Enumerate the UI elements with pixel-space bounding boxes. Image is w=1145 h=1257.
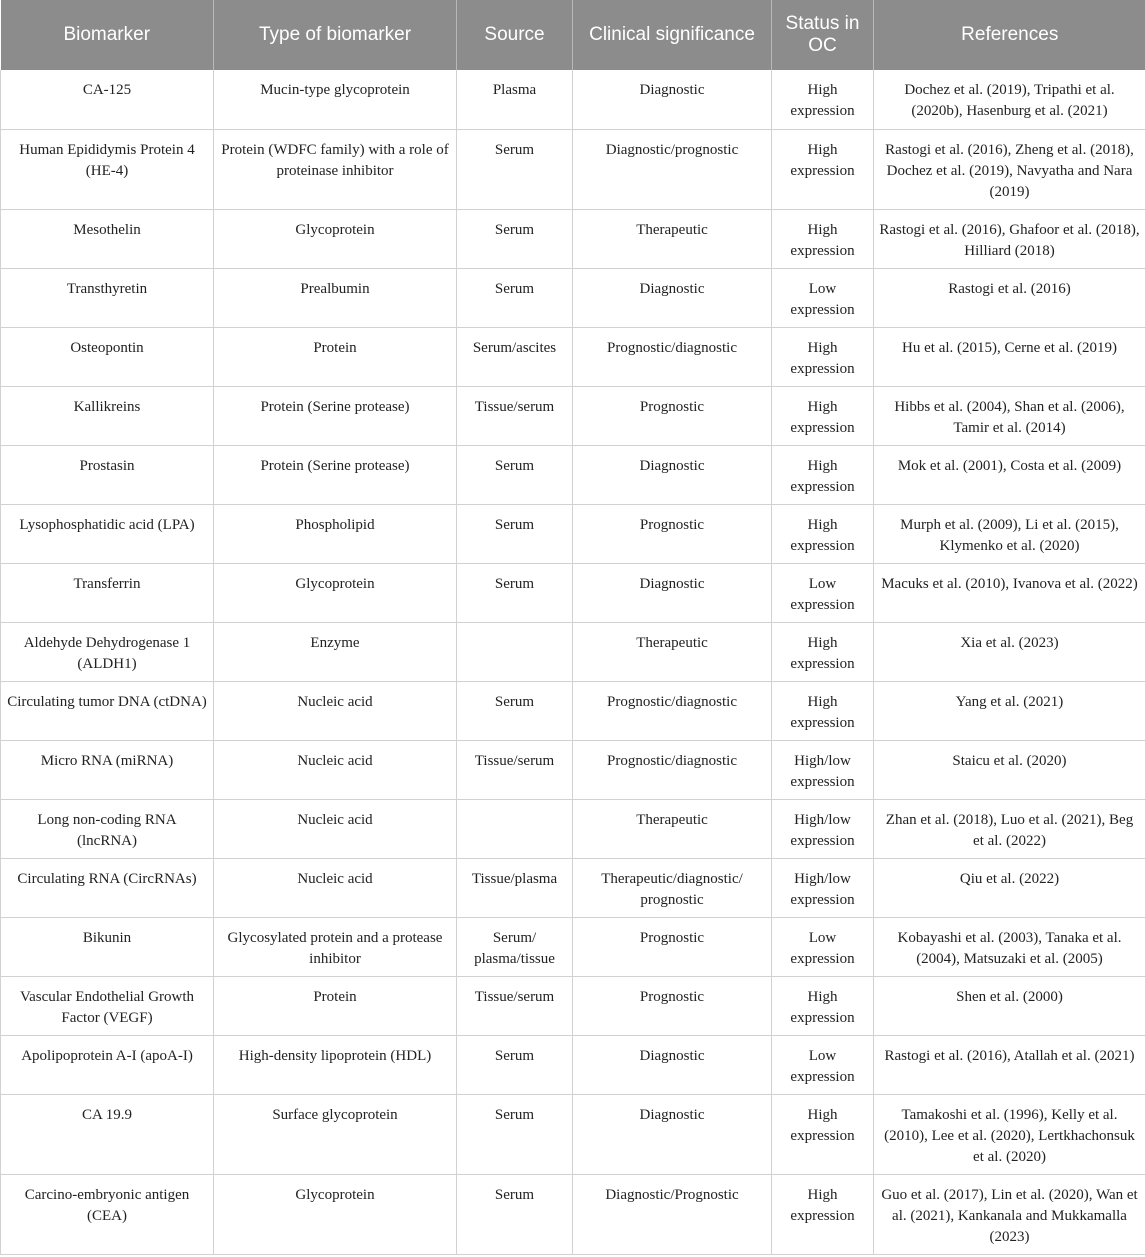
cell-clinical-significance: Therapeutic (573, 799, 772, 858)
cell-status: High expression (772, 681, 874, 740)
cell-source: Serum (457, 1035, 573, 1094)
cell-source: Serum (457, 563, 573, 622)
cell-status: High expression (772, 386, 874, 445)
cell-biomarker: Human Epididymis Protein 4 (HE-4) (1, 129, 214, 209)
cell-source: Serum/ascites (457, 327, 573, 386)
cell-clinical-significance: Diagnostic (573, 268, 772, 327)
table-row (1, 563, 1145, 622)
cell-clinical-significance: Diagnostic (573, 1035, 772, 1094)
cell-source: Plasma (457, 70, 573, 129)
cell-source: Tissue/serum (457, 386, 573, 445)
cell-biomarker: Prostasin (1, 445, 214, 504)
cell-type: Surface glycoprotein (214, 1094, 457, 1174)
cell-references: Rastogi et al. (2016) (874, 268, 1145, 327)
cell-clinical-significance: Prognostic/diagnostic (573, 327, 772, 386)
header-clinical-significance: Clinical significance (573, 0, 772, 70)
cell-biomarker: CA 19.9 (1, 1094, 214, 1174)
cell-biomarker: Transthyretin (1, 268, 214, 327)
cell-biomarker: Apolipoprotein A-I (apoA-I) (1, 1035, 214, 1094)
cell-type: Nucleic acid (214, 681, 457, 740)
cell-clinical-significance: Diagnostic (573, 70, 772, 129)
table-row (1, 386, 1145, 445)
cell-references: Rastogi et al. (2016), Ghafoor et al. (2018), Hilliard (2018) (874, 209, 1145, 268)
cell-source: Tissue/serum (457, 740, 573, 799)
cell-clinical-significance: Therapeutic/diagnostic/ prognostic (573, 858, 772, 917)
cell-biomarker: Vascular Endothelial Growth Factor (VEGF) (1, 976, 214, 1035)
cell-source: Serum (457, 209, 573, 268)
cell-references: Kobayashi et al. (2003), Tanaka et al. (2004), Matsuzaki et al. (2005) (874, 917, 1145, 976)
cell-status: High expression (772, 622, 874, 681)
table-body (1, 70, 1145, 1254)
cell-clinical-significance: Diagnostic/Prognostic (573, 1174, 772, 1254)
table-row (1, 799, 1145, 858)
cell-status: High expression (772, 70, 874, 129)
cell-references: Yang et al. (2021) (874, 681, 1145, 740)
table-row (1, 209, 1145, 268)
cell-references: Murph et al. (2009), Li et al. (2015), Klymenko et al. (2020) (874, 504, 1145, 563)
cell-references: Dochez et al. (2019), Tripathi et al. (2020b), Hasenburg et al. (2021) (874, 70, 1145, 129)
cell-clinical-significance: Prognostic/diagnostic (573, 681, 772, 740)
cell-biomarker: Long non-coding RNA (lncRNA) (1, 799, 214, 858)
table-row (1, 740, 1145, 799)
cell-source: Serum (457, 445, 573, 504)
cell-status: High expression (772, 327, 874, 386)
cell-status: Low expression (772, 563, 874, 622)
cell-status: Low expression (772, 1035, 874, 1094)
cell-type: Phospholipid (214, 504, 457, 563)
table-row (1, 1094, 1145, 1174)
table-row (1, 681, 1145, 740)
cell-type: Glycoprotein (214, 209, 457, 268)
cell-status: High/low expression (772, 740, 874, 799)
cell-type: Protein (Serine protease) (214, 386, 457, 445)
cell-biomarker: CA-125 (1, 70, 214, 129)
cell-type: Nucleic acid (214, 740, 457, 799)
cell-status: High expression (772, 129, 874, 209)
cell-type: Glycosylated protein and a protease inhibitor (214, 917, 457, 976)
cell-biomarker: Micro RNA (miRNA) (1, 740, 214, 799)
cell-clinical-significance: Prognostic (573, 504, 772, 563)
table-row (1, 445, 1145, 504)
cell-status: High/low expression (772, 858, 874, 917)
cell-references: Qiu et al. (2022) (874, 858, 1145, 917)
cell-status: High expression (772, 445, 874, 504)
table-row (1, 976, 1145, 1035)
cell-source: Serum (457, 268, 573, 327)
table-row (1, 268, 1145, 327)
table-row (1, 504, 1145, 563)
cell-references: Guo et al. (2017), Lin et al. (2020), Wan et al. (2021), Kankanala and Mukkamalla (2023) (874, 1174, 1145, 1254)
header-status: Status in OC (772, 0, 874, 70)
cell-biomarker: Mesothelin (1, 209, 214, 268)
cell-type: Protein (Serine protease) (214, 445, 457, 504)
cell-biomarker: Transferrin (1, 563, 214, 622)
cell-source: Serum/ plasma/tissue (457, 917, 573, 976)
cell-type: Nucleic acid (214, 799, 457, 858)
cell-source: Serum (457, 1174, 573, 1254)
cell-clinical-significance: Prognostic (573, 976, 772, 1035)
cell-references: Hibbs et al. (2004), Shan et al. (2006), Tamir et al. (2014) (874, 386, 1145, 445)
cell-status: High expression (772, 1094, 874, 1174)
cell-source (457, 622, 573, 681)
cell-type: Protein (WDFC family) with a role of proteinase inhibitor (214, 129, 457, 209)
table-row (1, 1035, 1145, 1094)
table-row (1, 917, 1145, 976)
cell-source: Tissue/plasma (457, 858, 573, 917)
cell-clinical-significance: Prognostic (573, 386, 772, 445)
cell-type: Protein (214, 976, 457, 1035)
header-source: Source (457, 0, 573, 70)
cell-biomarker: Carcino-embryonic antigen (CEA) (1, 1174, 214, 1254)
cell-source (457, 799, 573, 858)
cell-source: Serum (457, 1094, 573, 1174)
cell-type: Prealbumin (214, 268, 457, 327)
cell-biomarker: Circulating RNA (CircRNAs) (1, 858, 214, 917)
cell-source: Serum (457, 129, 573, 209)
cell-status: High expression (772, 976, 874, 1035)
cell-biomarker: Aldehyde Dehydrogenase 1 (ALDH1) (1, 622, 214, 681)
cell-clinical-significance: Therapeutic (573, 209, 772, 268)
cell-source: Serum (457, 681, 573, 740)
cell-status: High expression (772, 209, 874, 268)
cell-type: High-density lipoprotein (HDL) (214, 1035, 457, 1094)
cell-status: Low expression (772, 268, 874, 327)
cell-clinical-significance: Diagnostic (573, 563, 772, 622)
cell-type: Glycoprotein (214, 563, 457, 622)
cell-references: Xia et al. (2023) (874, 622, 1145, 681)
cell-references: Shen et al. (2000) (874, 976, 1145, 1035)
table-row (1, 129, 1145, 209)
cell-biomarker: Lysophosphatidic acid (LPA) (1, 504, 214, 563)
cell-type: Mucin-type glycoprotein (214, 70, 457, 129)
cell-references: Rastogi et al. (2016), Zheng et al. (2018), Dochez et al. (2019), Navyatha and Nara (2019) (874, 129, 1145, 209)
table-row (1, 1174, 1145, 1254)
cell-type: Glycoprotein (214, 1174, 457, 1254)
cell-clinical-significance: Prognostic/diagnostic (573, 740, 772, 799)
cell-biomarker: Kallikreins (1, 386, 214, 445)
header-row (1, 0, 1145, 70)
cell-clinical-significance: Diagnostic (573, 445, 772, 504)
cell-biomarker: Osteopontin (1, 327, 214, 386)
table-row (1, 622, 1145, 681)
table-row (1, 858, 1145, 917)
cell-status: High expression (772, 1174, 874, 1254)
cell-references: Hu et al. (2015), Cerne et al. (2019) (874, 327, 1145, 386)
cell-references: Tamakoshi et al. (1996), Kelly et al. (2010), Lee et al. (2020), Lertkhachonsuk et al. (2020) (874, 1094, 1145, 1174)
header-type: Type of biomarker (214, 0, 457, 70)
cell-source: Tissue/serum (457, 976, 573, 1035)
cell-biomarker: Circulating tumor DNA (ctDNA) (1, 681, 214, 740)
cell-references: Mok et al. (2001), Costa et al. (2009) (874, 445, 1145, 504)
header-references: References (874, 0, 1145, 70)
cell-biomarker: Bikunin (1, 917, 214, 976)
table-row (1, 327, 1145, 386)
cell-clinical-significance: Therapeutic (573, 622, 772, 681)
cell-references: Rastogi et al. (2016), Atallah et al. (2021) (874, 1035, 1145, 1094)
cell-references: Zhan et al. (2018), Luo et al. (2021), Beg et al. (2022) (874, 799, 1145, 858)
cell-type: Enzyme (214, 622, 457, 681)
cell-status: High/low expression (772, 799, 874, 858)
cell-status: High expression (772, 504, 874, 563)
cell-references: Staicu et al. (2020) (874, 740, 1145, 799)
cell-type: Protein (214, 327, 457, 386)
cell-clinical-significance: Diagnostic/prognostic (573, 129, 772, 209)
table-row (1, 70, 1145, 129)
cell-type: Nucleic acid (214, 858, 457, 917)
cell-status: Low expression (772, 917, 874, 976)
cell-clinical-significance: Diagnostic (573, 1094, 772, 1174)
cell-source: Serum (457, 504, 573, 563)
header-biomarker: Biomarker (1, 0, 214, 70)
cell-clinical-significance: Prognostic (573, 917, 772, 976)
cell-references: Macuks et al. (2010), Ivanova et al. (2022) (874, 563, 1145, 622)
